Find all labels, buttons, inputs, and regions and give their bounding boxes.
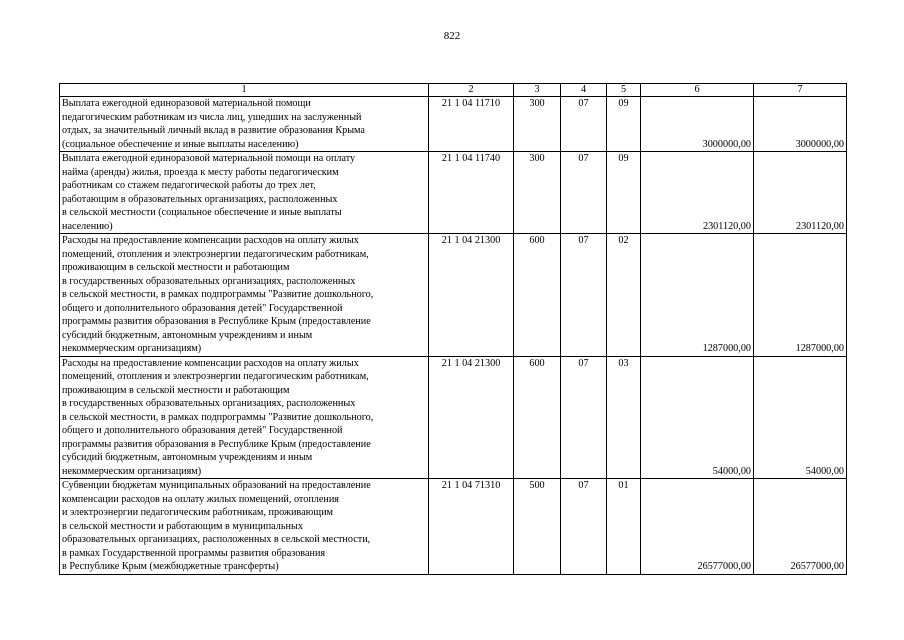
row-target-code: 21 1 04 11740 — [429, 152, 514, 234]
row-amount-7: 26577000,00 — [754, 479, 847, 575]
row-col-3: 500 — [514, 479, 561, 575]
header-col-6: 6 — [641, 84, 754, 97]
row-col-5: 01 — [607, 479, 641, 575]
header-col-5: 5 — [607, 84, 641, 97]
row-col-5: 09 — [607, 97, 641, 152]
row-description: Расходы на предоставление компенсации расходов на оплату жилых помещений, отопления и электроэнергии педагогическим работникам, проживающим в сельской местности и работающим в государственных образовательных организациях, расположенных в сельской местности, в рамках подпрограммы "Развитие дошкольного, общего и дополнительного образования детей" Государственной программы развития образования в Республике Крым (предоставление субсидий бюджетным, автономным учреждениям и иным некоммерческим организациям) — [60, 234, 429, 357]
row-col-3: 300 — [514, 97, 561, 152]
row-amount-6: 3000000,00 — [641, 97, 754, 152]
row-target-code: 21 1 04 71310 — [429, 479, 514, 575]
row-amount-7: 3000000,00 — [754, 97, 847, 152]
table-row — [60, 479, 847, 575]
row-col-4: 07 — [561, 234, 607, 357]
header-col-2: 2 — [429, 84, 514, 97]
row-target-code: 21 1 04 11710 — [429, 97, 514, 152]
row-col-3: 600 — [514, 234, 561, 357]
row-col-5: 03 — [607, 356, 641, 479]
row-col-5: 09 — [607, 152, 641, 234]
row-target-code: 21 1 04 21300 — [429, 356, 514, 479]
row-description: Выплата ежегодной единоразовой материальной помощи педагогическим работникам из числа лиц, ушедших на заслуженный отдых, за значительный личный вклад в развитие образования Крыма (социальное обеспечение и иные выплаты населению) — [60, 97, 429, 152]
row-amount-7: 2301120,00 — [754, 152, 847, 234]
row-col-4: 07 — [561, 356, 607, 479]
row-amount-6: 54000,00 — [641, 356, 754, 479]
table-row — [60, 356, 847, 479]
row-description: Расходы на предоставление компенсации расходов на оплату жилых помещений, отопления и электроэнергии педагогическим работникам, проживающим в сельской местности и работающим в государственных образовательных организациях, расположенных в сельской местности, в рамках подпрограммы "Развитие дошкольного, общего и дополнительного образования детей" Государственной программы развития образования в Республике Крым (предоставление субсидий бюджетным, автономным учреждениям и иным некоммерческим организациям) — [60, 356, 429, 479]
table-row — [60, 152, 847, 234]
header-col-7: 7 — [754, 84, 847, 97]
row-target-code: 21 1 04 21300 — [429, 234, 514, 357]
page-number: 822 — [443, 30, 461, 42]
header-col-4: 4 — [561, 84, 607, 97]
header-col-1: 1 — [60, 84, 429, 97]
header-col-3: 3 — [514, 84, 561, 97]
row-amount-7: 54000,00 — [754, 356, 847, 479]
row-description: Субвенции бюджетам муниципальных образований на предоставление компенсации расходов на оплату жилых помещений, отопления и электроэнергии педагогическим работникам, проживающим в сельской местности и работающим в муниципальных образовательных организациях, расположенных в сельской местности, в рамках Государственной программы развития образования в Республике Крым (межбюджетные трансферты) — [60, 479, 429, 575]
header-row — [60, 84, 847, 97]
budget-table — [59, 83, 847, 575]
row-amount-7: 1287000,00 — [754, 234, 847, 357]
row-col-4: 07 — [561, 152, 607, 234]
table-row — [60, 97, 847, 152]
row-col-4: 07 — [561, 479, 607, 575]
row-col-3: 300 — [514, 152, 561, 234]
row-col-4: 07 — [561, 97, 607, 152]
row-amount-6: 26577000,00 — [641, 479, 754, 575]
row-amount-6: 1287000,00 — [641, 234, 754, 357]
table-row — [60, 234, 847, 357]
row-description: Выплата ежегодной единоразовой материальной помощи на оплату найма (аренды) жилья, проезда к месту работы педагогическим работникам со стажем педагогической работы до трех лет, работающим в образовательных организациях, расположенных в сельской местности (социальное обеспечение и иные выплаты населению) — [60, 152, 429, 234]
row-amount-6: 2301120,00 — [641, 152, 754, 234]
row-col-3: 600 — [514, 356, 561, 479]
row-col-5: 02 — [607, 234, 641, 357]
